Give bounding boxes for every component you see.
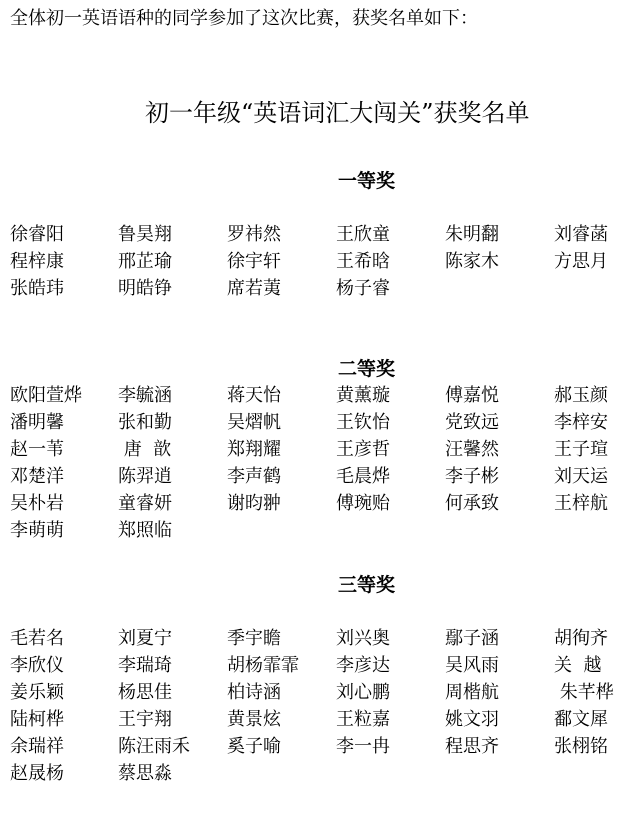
winner-name: 唐 歆 xyxy=(118,439,172,460)
winner-name: 杨思佳 xyxy=(118,682,172,703)
winner-name: 王彦哲 xyxy=(336,439,390,460)
winner-name: 张和勤 xyxy=(118,412,172,433)
name-row xyxy=(10,490,630,517)
winner-name: 程梓康 xyxy=(10,251,64,272)
winner-name: 刘心鹏 xyxy=(336,682,390,703)
name-row xyxy=(10,409,630,436)
winner-name: 余瑞祥 xyxy=(10,736,64,757)
winner-name: 程思齐 xyxy=(445,736,499,757)
winner-name: 李一冉 xyxy=(336,736,390,757)
document-title: 初一年级“英语词汇大闯关”获奖名单 xyxy=(145,99,530,127)
winner-name: 吴朴岩 xyxy=(10,493,64,514)
winner-name: 毛晨烨 xyxy=(336,466,390,487)
winner-name: 李声鹤 xyxy=(227,466,281,487)
winner-name: 王宇翔 xyxy=(118,709,172,730)
winner-name: 邢芷瑜 xyxy=(118,251,172,272)
name-row xyxy=(10,436,630,463)
winner-name: 陆柯桦 xyxy=(10,709,64,730)
winner-name: 朱明翻 xyxy=(445,224,499,245)
name-row xyxy=(10,248,630,275)
winner-name: 刘睿菡 xyxy=(554,224,608,245)
winner-name: 周楷航 xyxy=(445,682,499,703)
winner-name: 胡杨霏霏 xyxy=(227,655,299,676)
winner-name: 姚文羽 xyxy=(445,709,499,730)
winner-name: 鲁昊翔 xyxy=(118,224,172,245)
winner-name: 李瑞琦 xyxy=(118,655,172,676)
winner-name: 明皓铮 xyxy=(118,278,172,299)
winner-name: 李毓涵 xyxy=(118,385,172,406)
winner-name: 毛若名 xyxy=(10,628,64,649)
intro-text: 全体初一英语语种的同学参加了这次比赛，获奖名单如下： xyxy=(10,8,478,29)
winner-name: 傅嘉悦 xyxy=(445,385,499,406)
winner-name: 张皓玮 xyxy=(10,278,64,299)
name-row xyxy=(10,221,630,248)
section-heading-second-prize: 二等奖 xyxy=(338,358,396,380)
winner-name: 蒋天怡 xyxy=(227,385,281,406)
winner-name: 王欣童 xyxy=(336,224,390,245)
winner-name: 郑照临 xyxy=(118,520,172,541)
winner-name: 王钦怡 xyxy=(336,412,390,433)
winner-name: 方思月 xyxy=(554,251,608,272)
winner-name: 党致远 xyxy=(445,412,499,433)
name-row xyxy=(10,382,630,409)
winner-name: 郑翔耀 xyxy=(227,439,281,460)
winner-name: 季宇瞻 xyxy=(227,628,281,649)
winner-name: 刘天运 xyxy=(554,466,608,487)
winner-name: 欧阳萱烨 xyxy=(10,385,82,406)
winner-name: 李子彬 xyxy=(445,466,499,487)
winner-name: 潘明馨 xyxy=(10,412,64,433)
winner-name: 黄薰璇 xyxy=(336,385,390,406)
winner-name: 童睿妍 xyxy=(118,493,172,514)
name-row xyxy=(10,625,630,652)
name-row xyxy=(10,760,630,787)
winner-name: 赵一苇 xyxy=(10,439,64,460)
winner-name: 李梓安 xyxy=(554,412,608,433)
winner-name: 关 越 xyxy=(554,655,602,676)
name-row xyxy=(10,679,630,706)
winner-name: 李彦达 xyxy=(336,655,390,676)
winner-name: 罗祎然 xyxy=(227,224,281,245)
winner-name: 胡徇齐 xyxy=(554,628,608,649)
winner-name: 徐宇轩 xyxy=(227,251,281,272)
winner-name: 黄景炫 xyxy=(227,709,281,730)
name-row xyxy=(10,706,630,733)
winner-name: 鄢子涵 xyxy=(445,628,499,649)
winner-name: 杨子睿 xyxy=(336,278,390,299)
winner-name: 吴风雨 xyxy=(445,655,499,676)
winner-name: 蔡思淼 xyxy=(118,763,172,784)
winner-name: 何承致 xyxy=(445,493,499,514)
winner-name: 王粒嘉 xyxy=(336,709,390,730)
winner-name: 鄱文犀 xyxy=(554,709,608,730)
winner-name: 谢昀翀 xyxy=(227,493,281,514)
winner-name: 傅琬贻 xyxy=(336,493,390,514)
winner-name: 朱芊桦 xyxy=(554,682,614,703)
winner-name: 席若荑 xyxy=(227,278,281,299)
section-heading-third-prize: 三等奖 xyxy=(338,574,396,596)
winner-name: 王希晗 xyxy=(336,251,390,272)
winner-name: 郝玉颜 xyxy=(554,385,608,406)
winner-name: 赵晟杨 xyxy=(10,763,64,784)
winner-name: 奚子喻 xyxy=(227,736,281,757)
winner-name: 徐睿阳 xyxy=(10,224,64,245)
winner-name: 王梓航 xyxy=(554,493,608,514)
winner-name: 刘夏宁 xyxy=(118,628,172,649)
name-grid-second-prize xyxy=(10,382,630,544)
winner-name: 汪馨然 xyxy=(445,439,499,460)
winner-name: 陈家木 xyxy=(445,251,499,272)
winner-name: 李欣仪 xyxy=(10,655,64,676)
section-heading-first-prize: 一等奖 xyxy=(338,170,396,192)
winner-name: 张栩铭 xyxy=(554,736,608,757)
winner-name: 李萌萌 xyxy=(10,520,64,541)
winner-name: 吴熠帆 xyxy=(227,412,281,433)
winner-name: 陈羿逍 xyxy=(118,466,172,487)
winner-name: 王子瑄 xyxy=(554,439,608,460)
winner-name: 柏诗涵 xyxy=(227,682,281,703)
name-grid-first-prize xyxy=(10,221,630,302)
name-row xyxy=(10,463,630,490)
winner-name: 姜乐颖 xyxy=(10,682,64,703)
name-row xyxy=(10,517,630,544)
name-row xyxy=(10,652,630,679)
name-grid-third-prize xyxy=(10,625,630,787)
winner-name: 邓楚洋 xyxy=(10,466,64,487)
name-row xyxy=(10,275,630,302)
winner-name: 刘兴奥 xyxy=(336,628,390,649)
name-row xyxy=(10,733,630,760)
winner-name: 陈汪雨禾 xyxy=(118,736,190,757)
